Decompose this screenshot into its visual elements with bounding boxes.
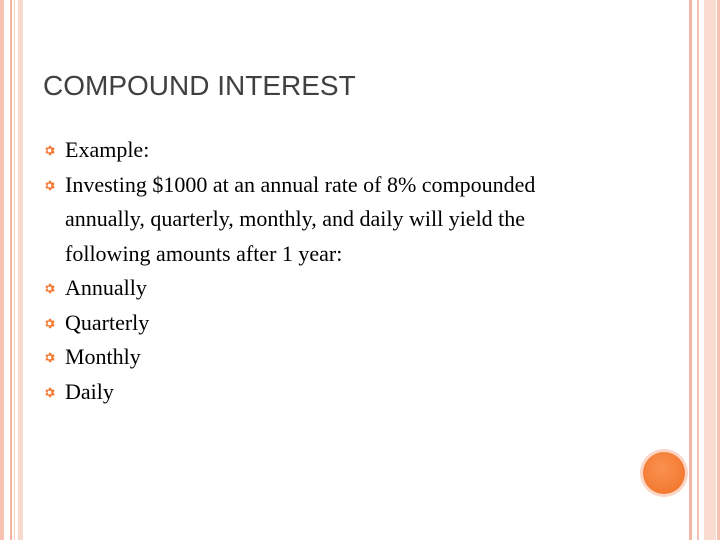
gear-icon xyxy=(43,179,56,192)
bullet-list xyxy=(43,133,613,409)
bullet-item xyxy=(43,271,613,306)
bullet-text: Daily xyxy=(65,378,114,404)
gear-icon xyxy=(43,317,56,330)
orange-circle-inner xyxy=(643,452,685,494)
slide-title: COMPOUND INTEREST xyxy=(43,70,356,101)
bullet-text: Investing $1000 at an annual rate of 8% compounded annually, quarterly, monthly, and daily will yield the following amounts after 1 year: xyxy=(65,171,536,266)
bullet-text: Annually xyxy=(65,275,147,300)
left-border-stripe xyxy=(10,0,12,540)
gear-icon xyxy=(43,386,56,399)
bullet-text: Example: xyxy=(65,137,150,162)
bullet-item xyxy=(43,306,613,341)
left-border-stripe xyxy=(18,0,23,540)
bullet-item xyxy=(43,168,613,272)
gear-icon xyxy=(43,282,56,295)
right-border-stripe xyxy=(704,0,716,540)
left-border-stripe xyxy=(14,0,15,540)
right-border-stripe xyxy=(697,0,699,540)
bullet-text: Monthly xyxy=(65,344,141,369)
gear-icon xyxy=(43,351,56,364)
bullet-item xyxy=(43,340,613,375)
orange-circle-decoration xyxy=(640,449,688,497)
gear-icon xyxy=(43,144,56,157)
left-border-stripe xyxy=(0,0,4,540)
right-border-stripe xyxy=(689,0,692,540)
bullet-item xyxy=(43,375,613,410)
bullet-text: Quarterly xyxy=(65,309,150,335)
bullet-item xyxy=(43,133,613,168)
